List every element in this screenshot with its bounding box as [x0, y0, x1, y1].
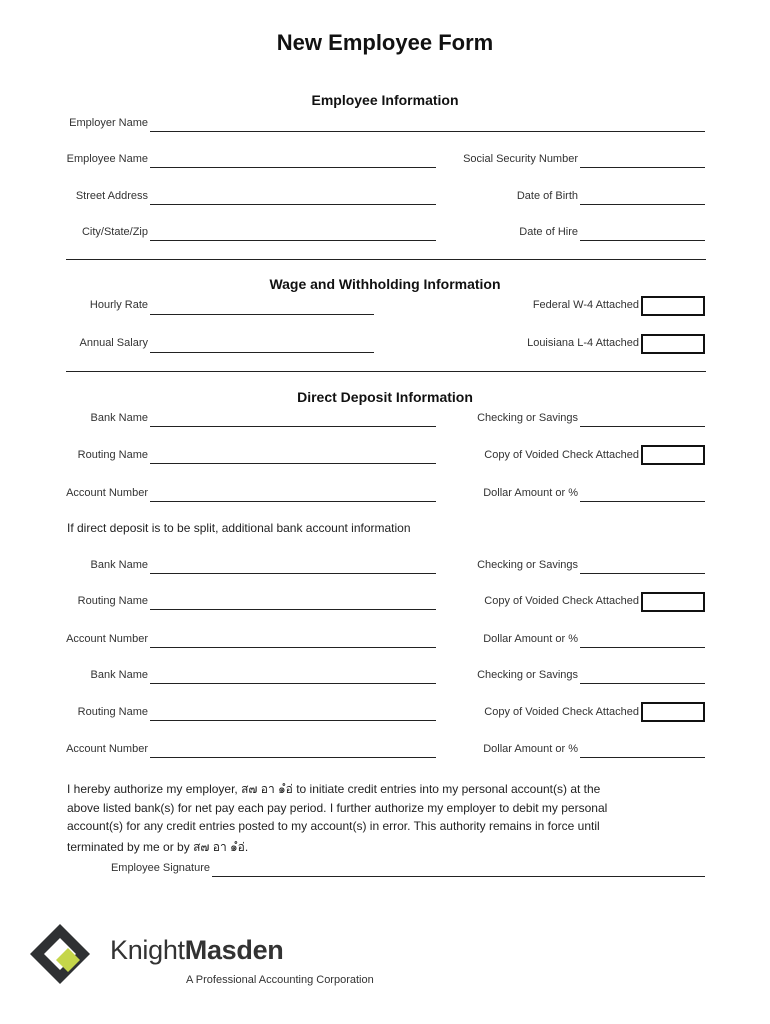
hourly-rate-field[interactable] — [150, 314, 374, 315]
account-number-label: Account Number — [66, 633, 148, 645]
account-number-label: Account Number — [66, 743, 148, 755]
street-address-field[interactable] — [150, 204, 436, 205]
garbled-employer-name: ส๗ อา ๑ํอ่ — [193, 840, 245, 854]
bank-name-field[interactable] — [150, 573, 436, 574]
voided-check-label: Copy of Voided Check Attached — [484, 449, 639, 461]
checking-savings-label: Checking or Savings — [477, 412, 578, 424]
date-of-hire-field[interactable] — [580, 240, 705, 241]
authorization-text: I hereby authorize my employer — [67, 782, 235, 796]
logo-name-bold: Masden — [184, 935, 284, 965]
account-number-label: Account Number — [66, 487, 148, 499]
logo-tagline: A Professional Accounting Corporation — [186, 974, 374, 986]
account-number-field[interactable] — [150, 501, 436, 502]
bank-name-field[interactable] — [150, 683, 436, 684]
bank-name-label: Bank Name — [90, 412, 148, 424]
employer-name-label: Employer Name — [69, 117, 148, 129]
form-title: New Employee Form — [276, 30, 494, 55]
voided-check-checkbox[interactable] — [641, 445, 705, 465]
checking-savings-label: Checking or Savings — [477, 669, 578, 681]
authorization-text: to initiate credit entries into my personal account(s) at the — [292, 782, 601, 796]
section-wage-withholding: Wage and Withholding Information — [269, 276, 501, 292]
authorization-line-4 — [67, 838, 248, 857]
annual-salary-field[interactable] — [150, 352, 374, 353]
checking-savings-field[interactable] — [580, 573, 705, 574]
hourly-rate-label: Hourly Rate — [89, 299, 148, 311]
routing-name-label: Routing Name — [77, 706, 148, 718]
dollar-amount-field[interactable] — [580, 757, 705, 758]
knightmasden-logo-icon — [28, 922, 94, 986]
voided-check-checkbox[interactable] — [641, 592, 705, 612]
logo-name-light: Knight — [110, 935, 185, 965]
dollar-amount-label: Dollar Amount or % — [483, 487, 578, 499]
authorization-line-3: account(s) for any credit entries posted to my account(s) in error. This authority remains in force until — [67, 819, 600, 833]
annual-salary-label: Annual Salary — [79, 337, 148, 349]
routing-name-field[interactable] — [150, 720, 436, 721]
routing-name-label: Routing Name — [77, 595, 148, 607]
dollar-amount-label: Dollar Amount or % — [483, 633, 578, 645]
logo-wordmark — [110, 935, 284, 966]
employee-signature-field[interactable] — [212, 876, 705, 877]
bank-name-label: Bank Name — [90, 669, 148, 681]
federal-w4-checkbox[interactable] — [641, 296, 705, 316]
employer-name-field[interactable] — [150, 131, 705, 132]
bank-name-label: Bank Name — [90, 559, 148, 571]
dollar-amount-field[interactable] — [580, 647, 705, 648]
voided-check-label: Copy of Voided Check Attached — [484, 706, 639, 718]
date-of-birth-label: Date of Birth — [516, 190, 578, 202]
authorization-text: . — [244, 840, 249, 854]
account-number-field[interactable] — [150, 757, 436, 758]
ssn-field[interactable] — [580, 167, 705, 168]
section-direct-deposit: Direct Deposit Information — [297, 389, 473, 405]
authorization-line-1 — [67, 780, 600, 799]
checking-savings-field[interactable] — [580, 683, 705, 684]
louisiana-l4-label: Louisiana L-4 Attached — [527, 337, 639, 349]
dollar-amount-label: Dollar Amount or % — [483, 743, 578, 755]
routing-name-field[interactable] — [150, 463, 436, 464]
section-employee-information: Employee Information — [311, 92, 459, 108]
ssn-label: Social Security Number — [463, 153, 578, 165]
split-deposit-note: If direct deposit is to be split, additional bank account information — [67, 521, 411, 535]
garbled-employer-name: , ส๗ อา ๑ํอ่ — [234, 782, 293, 796]
date-of-hire-label: Date of Hire — [519, 226, 578, 238]
city-state-zip-label: City/State/Zip — [81, 226, 148, 238]
street-address-label: Street Address — [75, 190, 148, 202]
dollar-amount-field[interactable] — [580, 501, 705, 502]
employee-signature-label: Employee Signature — [110, 862, 210, 874]
routing-name-field[interactable] — [150, 609, 436, 610]
bank-name-field[interactable] — [150, 426, 436, 427]
employee-name-field[interactable] — [150, 167, 436, 168]
section-divider — [66, 259, 706, 260]
date-of-birth-field[interactable] — [580, 204, 705, 205]
routing-name-label: Routing Name — [77, 449, 148, 461]
checking-savings-label: Checking or Savings — [477, 559, 578, 571]
louisiana-l4-checkbox[interactable] — [641, 334, 705, 354]
section-divider — [66, 371, 706, 372]
checking-savings-field[interactable] — [580, 426, 705, 427]
federal-w4-label: Federal W-4 Attached — [532, 299, 639, 311]
voided-check-label: Copy of Voided Check Attached — [484, 595, 639, 607]
account-number-field[interactable] — [150, 647, 436, 648]
voided-check-checkbox[interactable] — [641, 702, 705, 722]
authorization-line-2: above listed bank(s) for net pay each pay period. I further authorize my employer to debit my personal — [67, 801, 608, 815]
authorization-text: terminated by me or by — [67, 840, 194, 854]
city-state-zip-field[interactable] — [150, 240, 436, 241]
employee-name-label: Employee Name — [66, 153, 148, 165]
